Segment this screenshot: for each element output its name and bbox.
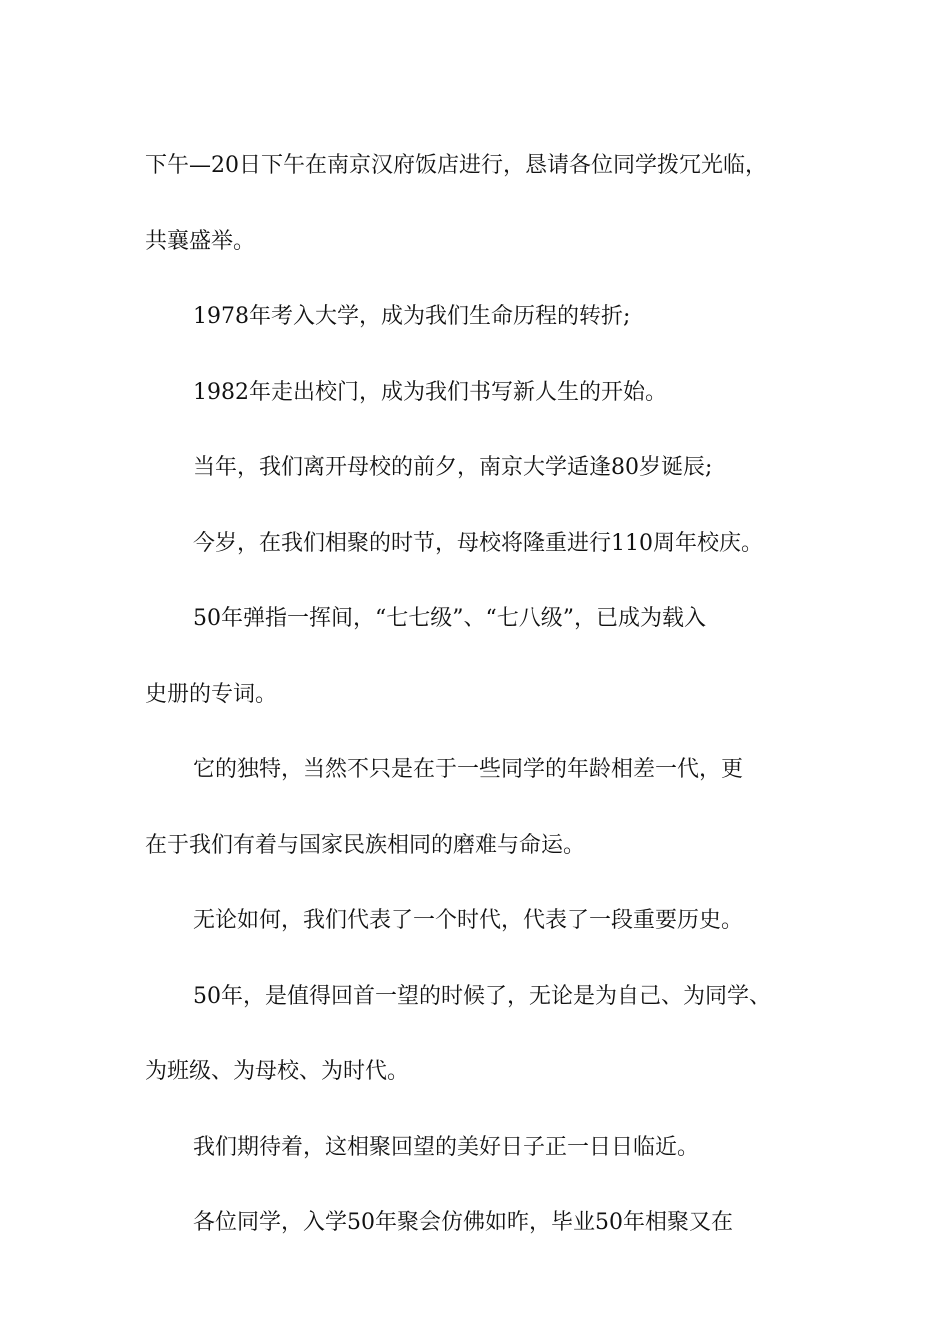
text-line: 下午—20日下午在南京汉府饭店进行，恳请各位同学拨冗光临，: [145, 153, 767, 178]
text-line: 1978年考入大学，成为我们生命历程的转折;: [193, 304, 631, 329]
text-line: 史册的专词。: [145, 681, 278, 707]
text-line: 50年弹指一挥间，“七七级”、“七八级”，已成为载入: [193, 606, 706, 631]
text-line: 我们期待着，这相聚回望的美好日子正一日日临近。: [193, 1134, 700, 1160]
text-line: 当年，我们离开母校的前夕，南京大学适逢80岁诞辰;: [193, 455, 713, 480]
text-line: 共襄盛举。: [145, 228, 256, 254]
text-line: 它的独特，当然不只是在于一些同学的年龄相差一代，更: [193, 757, 744, 782]
text-line: 50年，是值得回首一望的时候了，无论是为自己、为同学、: [193, 983, 771, 1009]
text-line: 无论如何，我们代表了一个时代，代表了一段重要历史。: [193, 908, 744, 933]
text-line: 为班级、为母校、为时代。: [145, 1059, 410, 1084]
text-line: 在于我们有着与国家民族相同的磨难与命运。: [145, 832, 586, 858]
document-body: [145, 128, 835, 1261]
text-line: 各位同学，入学50年聚会仿佛如昨，毕业50年相聚又在: [193, 1210, 733, 1235]
text-line: 1982年走出校门，成为我们书写新人生的开始。: [193, 379, 667, 405]
text-line: 今岁，在我们相聚的时节，母校将隆重进行110周年校庆。: [193, 530, 763, 556]
